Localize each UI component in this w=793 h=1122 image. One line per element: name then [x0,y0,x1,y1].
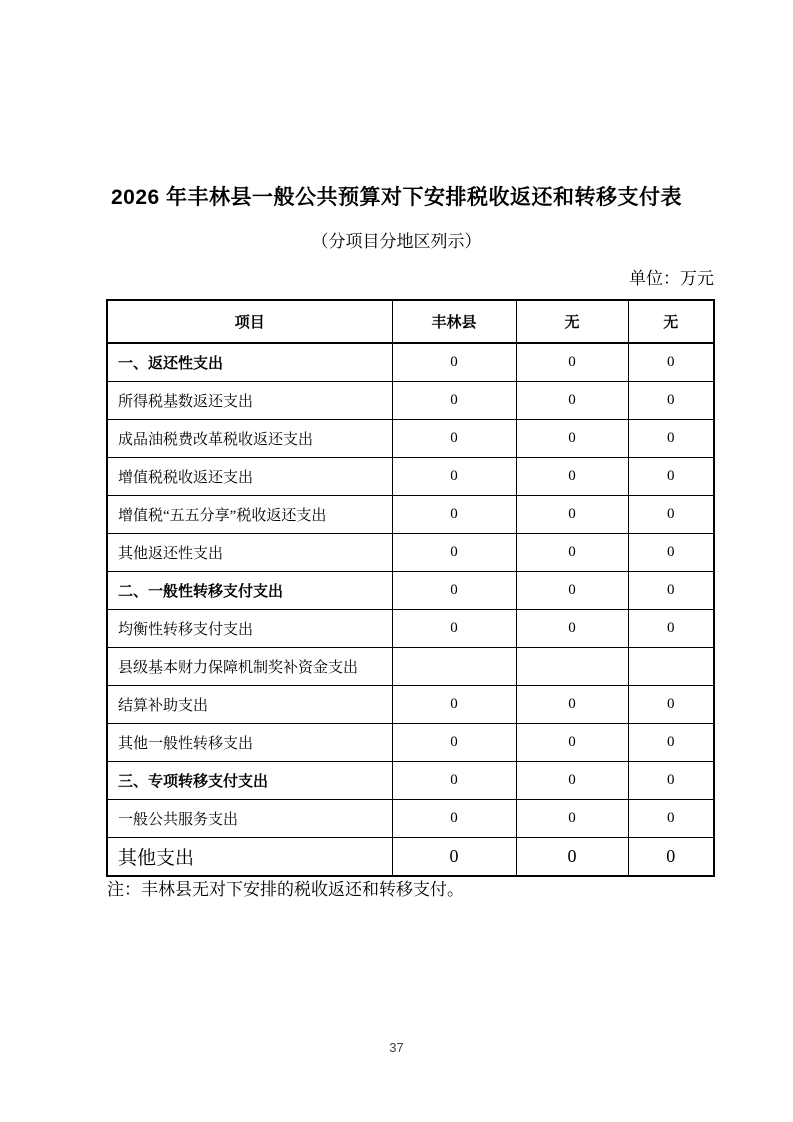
column-header-region-2: 无 [516,300,628,343]
row-value [516,648,628,686]
row-label: 增值税“五五分享”税收返还支出 [107,496,392,534]
unit-label: 单位：万元 [629,269,714,288]
table-row [107,724,714,762]
row-value: 0 [392,534,516,572]
page-number: 37 [389,1040,404,1055]
row-value: 0 [628,534,714,572]
column-header-region-1: 丰林县 [392,300,516,343]
page-title: 2026 年丰林县一般公共预算对下安排税收返还和转移支付表 [110,186,683,209]
row-value: 0 [516,343,628,382]
row-value: 0 [392,572,516,610]
row-value [628,648,714,686]
row-value: 0 [628,800,714,838]
table-row [107,534,714,572]
table-row [107,610,714,648]
row-value: 0 [628,420,714,458]
row-label: 一、返还性支出 [107,343,392,382]
column-header-item: 项目 [107,300,392,343]
row-value: 0 [516,382,628,420]
row-value: 0 [516,838,628,877]
row-value: 0 [628,762,714,800]
table-row [107,838,714,877]
row-value: 0 [392,838,516,877]
table-row [107,800,714,838]
row-label: 均衡性转移支付支出 [107,610,392,648]
table-row [107,382,714,420]
row-value: 0 [392,800,516,838]
row-value: 0 [516,458,628,496]
budget-table [106,299,715,877]
row-value: 0 [516,496,628,534]
table-row [107,458,714,496]
table-row [107,420,714,458]
row-value: 0 [392,724,516,762]
row-label: 所得税基数返还支出 [107,382,392,420]
row-value: 0 [392,686,516,724]
footnote: 注：丰林县无对下安排的税收返还和转移支付。 [107,880,464,899]
row-value: 0 [516,572,628,610]
row-label: 县级基本财力保障机制奖补资金支出 [107,648,392,686]
row-label: 增值税税收返还支出 [107,458,392,496]
table-row [107,572,714,610]
row-value: 0 [628,572,714,610]
table-row [107,343,714,382]
table-header-row [107,300,714,343]
row-value: 0 [516,686,628,724]
row-value: 0 [516,762,628,800]
row-label: 其他返还性支出 [107,534,392,572]
row-label: 结算补助支出 [107,686,392,724]
row-value: 0 [516,610,628,648]
row-value: 0 [392,458,516,496]
row-value [392,648,516,686]
row-value: 0 [628,610,714,648]
row-value: 0 [392,496,516,534]
row-value: 0 [516,724,628,762]
row-value: 0 [516,800,628,838]
row-value: 0 [392,610,516,648]
row-value: 0 [628,458,714,496]
page-subtitle: （分项目分地区列示） [311,232,482,251]
row-value: 0 [628,838,714,877]
row-value: 0 [392,382,516,420]
row-value: 0 [628,343,714,382]
row-value: 0 [392,420,516,458]
table-row [107,762,714,800]
row-label: 一般公共服务支出 [107,800,392,838]
row-label: 其他一般性转移支出 [107,724,392,762]
row-label: 三、专项转移支付支出 [107,762,392,800]
table-row [107,648,714,686]
row-value: 0 [516,420,628,458]
row-label: 其他支出 [107,838,392,877]
row-value: 0 [628,686,714,724]
row-value: 0 [516,534,628,572]
row-value: 0 [628,382,714,420]
row-value: 0 [392,762,516,800]
row-value: 0 [392,343,516,382]
row-label: 成品油税费改革税收返还支出 [107,420,392,458]
table-row [107,496,714,534]
row-value: 0 [628,724,714,762]
row-label: 二、一般性转移支付支出 [107,572,392,610]
column-header-region-3: 无 [628,300,714,343]
table-row [107,686,714,724]
row-value: 0 [628,496,714,534]
